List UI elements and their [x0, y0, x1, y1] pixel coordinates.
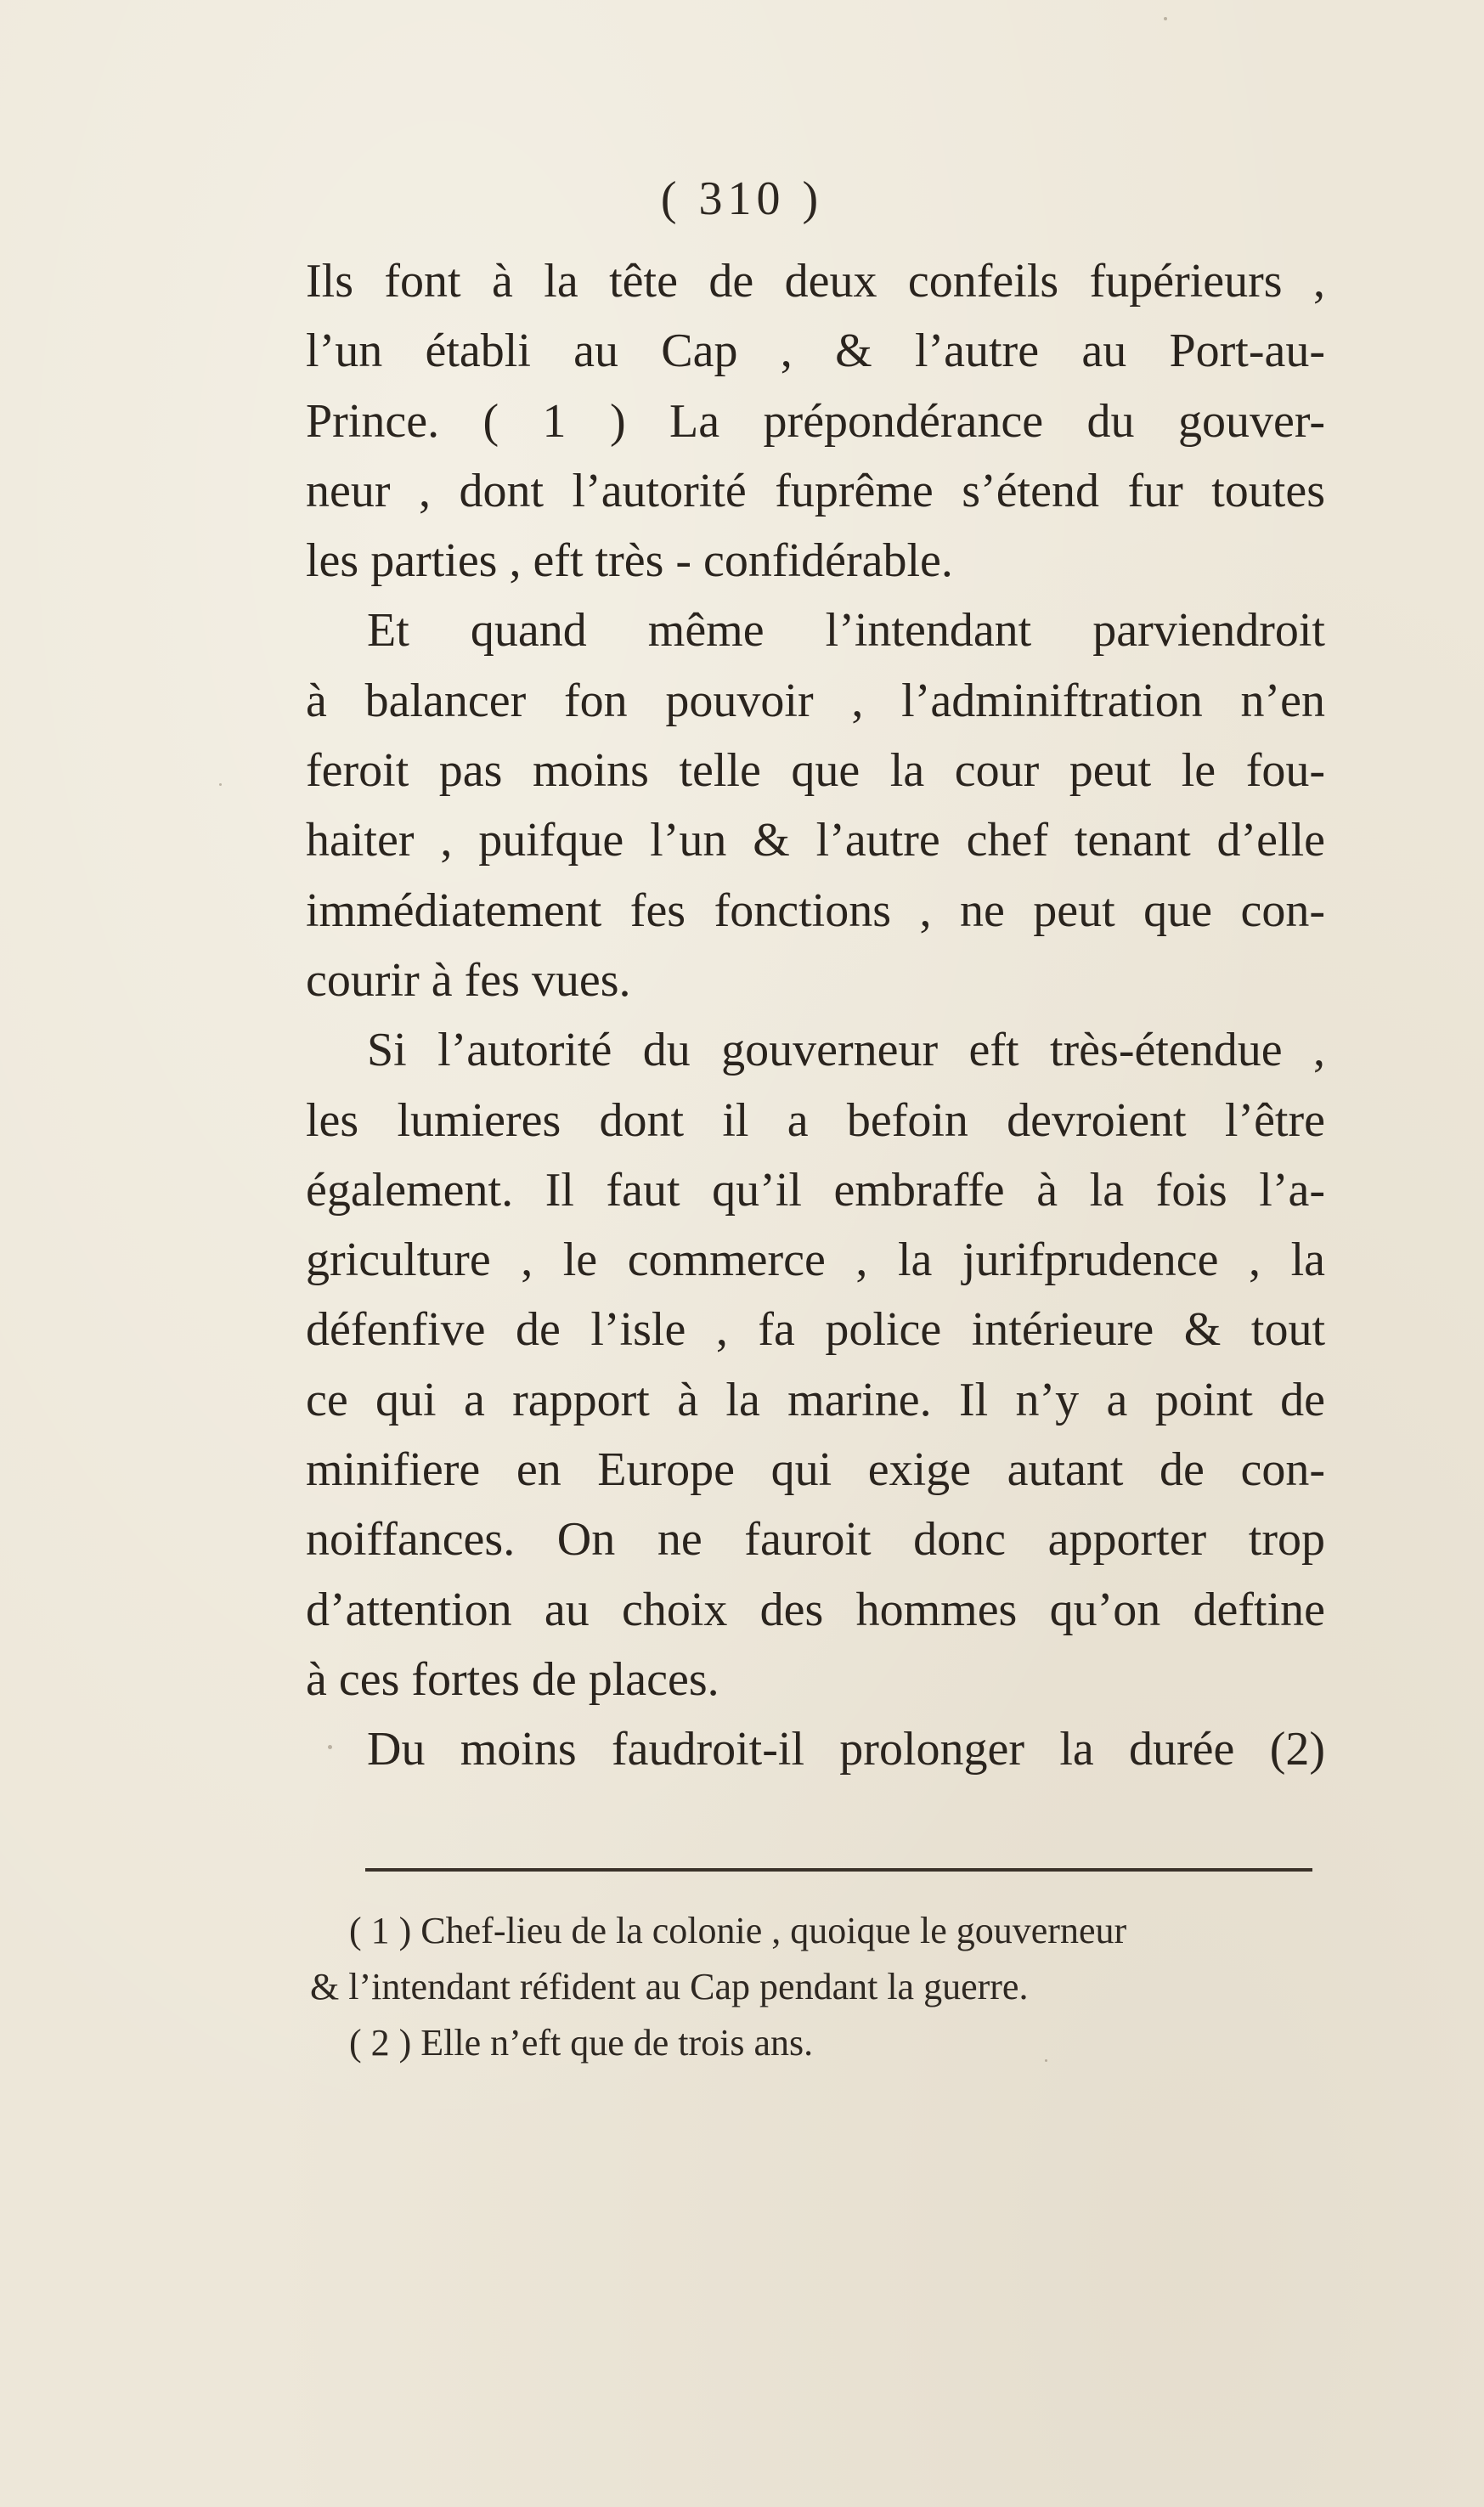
page-number: ( 310 ): [660, 172, 824, 225]
paper-speck: [1045, 2059, 1047, 2062]
text-line: Ils font à la tête de deux confeils fupérieurs ,: [306, 255, 1325, 308]
text-line: Et quand même l’intendant parviendroit: [367, 604, 1325, 658]
text-line: les parties , eft très - confidérable.: [306, 534, 953, 588]
text-line: d’attention au choix des hommes qu’on deftine: [306, 1583, 1325, 1636]
text-line: minifiere en Europe qui exige autant de con-: [306, 1443, 1325, 1497]
text-line: immédiatement fes fonctions , ne peut que con-: [306, 884, 1325, 937]
main-text: [306, 246, 1325, 1785]
text-line: haiter , puifque l’un & l’autre chef tenant d’elle: [306, 814, 1325, 867]
paper-speck: [328, 1745, 332, 1749]
text-line: également. Il faut qu’il embraffe à la fois l’a-: [306, 1163, 1325, 1217]
text-line: les lumieres dont il a befoin devroient l’être: [306, 1093, 1325, 1147]
footnote-line: & l’intendant réfident au Cap pendant la guerre.: [310, 1966, 1029, 2007]
paper-speck: [1315, 1069, 1318, 1072]
text-line: ce qui a rapport à la marine. Il n’y a point de: [306, 1373, 1325, 1426]
footnote-divider: [365, 1868, 1312, 1872]
text-line: Si l’autorité du gouverneur eft très-étendue ,: [367, 1024, 1325, 1077]
text-line: à ces fortes de places.: [306, 1652, 719, 1706]
text-line: l’un établi au Cap , & l’autre au Port-au-: [306, 325, 1325, 378]
text-line: griculture , le commerce , la jurifprudence , la: [306, 1234, 1325, 1287]
text-line: noiffances. On ne fauroit donc apporter trop: [306, 1513, 1325, 1567]
footnotes: [310, 1903, 1321, 2071]
text-line: à balancer fon pouvoir , l’adminiftration n’en: [306, 674, 1325, 727]
text-line: défenfive de l’isle , fa police intérieure & tout: [306, 1303, 1325, 1357]
footnote-line: ( 1 ) Chef-lieu de la colonie , quoique le gouverneur: [349, 1910, 1127, 1951]
paper-speck: [219, 783, 222, 786]
text-line: neur , dont l’autorité fuprême s’étend fur toutes: [306, 464, 1325, 517]
text-line: courir à fes vues.: [306, 953, 631, 1007]
text-line: Du moins faudroit-il prolonger la durée (2): [367, 1723, 1325, 1776]
text-line: Prince. ( 1 ) La prépondérance du gouver-: [306, 394, 1325, 448]
paper-speck: [1164, 17, 1167, 20]
footnote-line: ( 2 ) Elle n’eft que de trois ans.: [349, 2022, 814, 2064]
text-line: feroit pas moins telle que la cour peut le fou-: [306, 744, 1325, 798]
